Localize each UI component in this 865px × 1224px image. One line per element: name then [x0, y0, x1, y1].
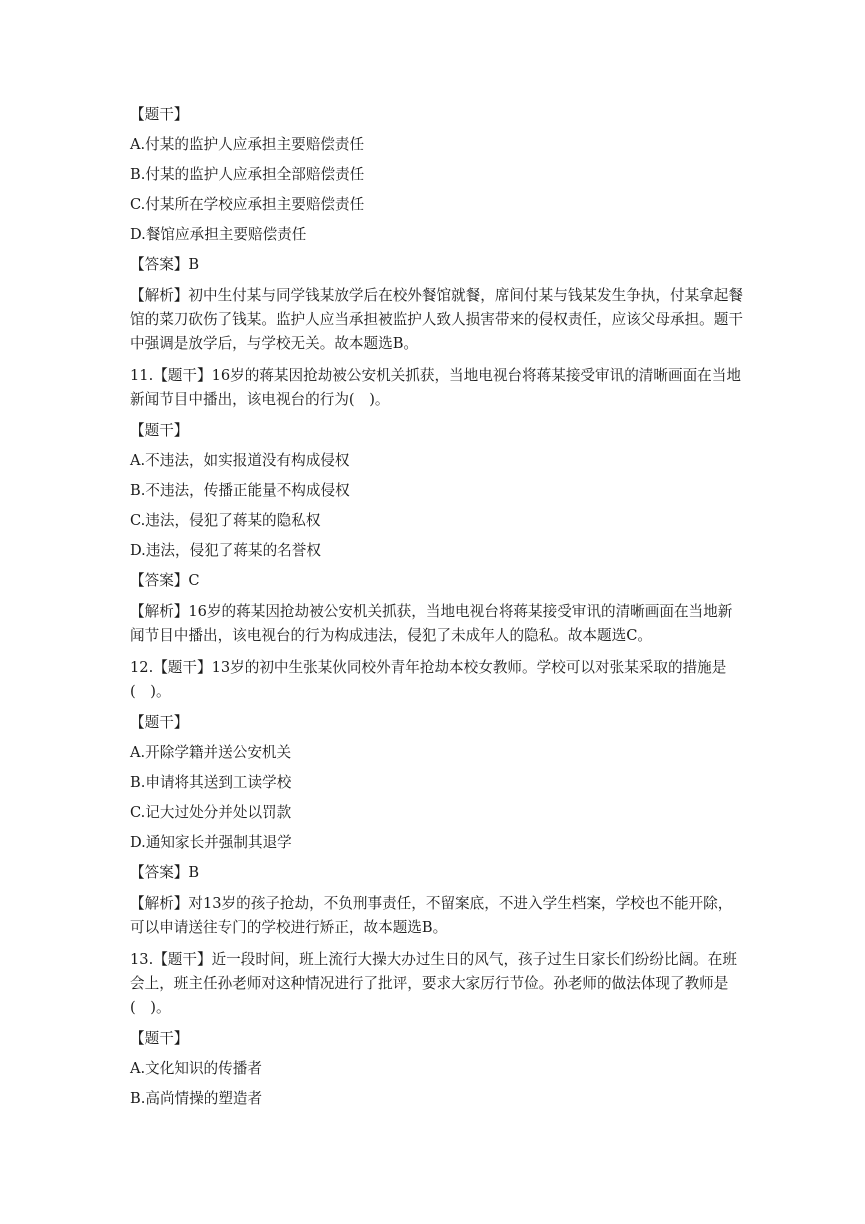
text-line: A.付某的监护人应承担主要赔偿责任 — [130, 136, 365, 153]
text-line: 【题干】 — [130, 422, 189, 439]
text-line: 【答案】B — [130, 256, 200, 273]
text-line: B.付某的监护人应承担全部赔偿责任 — [130, 166, 365, 183]
text-line: C.违法，侵犯了蒋某的隐私权 — [130, 512, 321, 529]
text-paragraph: 【解析】16岁的蒋某因抢劫被公安机关抓获，当地电视台将蒋某接受审讯的清晰画面在当地新闻节目中播出，该电视台的行为构成违法，侵犯了未成年人的隐私。故本题选C。 — [130, 603, 733, 644]
text-line: 【答案】B — [130, 864, 200, 881]
text-line: 【题干】 — [130, 714, 189, 731]
text-line: D.餐馆应承担主要赔偿责任 — [130, 226, 307, 243]
text-line: A.文化知识的传播者 — [130, 1060, 262, 1077]
text-line: B.高尚情操的塑造者 — [130, 1090, 263, 1107]
text-line: B.不违法，传播正能量不构成侵权 — [130, 482, 350, 499]
text-line: 【答案】C — [130, 572, 200, 589]
text-paragraph: 11.【题干】16岁的蒋某因抢劫被公安机关抓获，当地电视台将蒋某接受审讯的清晰画面在当地新闻节目中播出，该电视台的行为( )。 — [130, 367, 741, 408]
text-line: D.通知家长并强制其退学 — [130, 834, 292, 851]
text-line: D.违法，侵犯了蒋某的名誉权 — [130, 542, 321, 559]
text-paragraph: 13.【题干】近一段时间，班上流行大操大办过生日的风气，孩子过生日家长们纷纷比阔。在班会上，班主任孙老师对这种情况进行了批评，要求大家厉行节俭。孙老师的做法体现了教师是( )。 — [130, 951, 737, 1016]
text-paragraph: 【解析】对13岁的孩子抢劫，不负刑事责任，不留案底，不进入学生档案，学校也不能开除，可以申请送往专门的学校进行矫正，故本题选B。 — [130, 895, 733, 936]
text-line: A.开除学籍并送公安机关 — [130, 744, 292, 761]
text-line: 【题干】 — [130, 1030, 189, 1047]
text-paragraph: 【解析】初中生付某与同学钱某放学后在校外餐馆就餐，席间付某与钱某发生争执，付某拿起餐馆的菜刀砍伤了钱某。监护人应当承担被监护人致人损害带来的侵权责任，应该父母承担。题干中强调是放学后，与学校无关。故本题选B。 — [130, 287, 743, 352]
text-line: A.不违法，如实报道没有构成侵权 — [130, 452, 350, 469]
text-paragraph: 12.【题干】13岁的初中生张某伙同校外青年抢劫本校女教师。学校可以对张某采取的措施是( )。 — [130, 659, 727, 700]
text-line: C.记大过处分并处以罚款 — [130, 804, 292, 821]
text-line: 【题干】 — [130, 106, 189, 123]
text-line: C.付某所在学校应承担主要赔偿责任 — [130, 196, 365, 213]
text-line: B.申请将其送到工读学校 — [130, 774, 292, 791]
